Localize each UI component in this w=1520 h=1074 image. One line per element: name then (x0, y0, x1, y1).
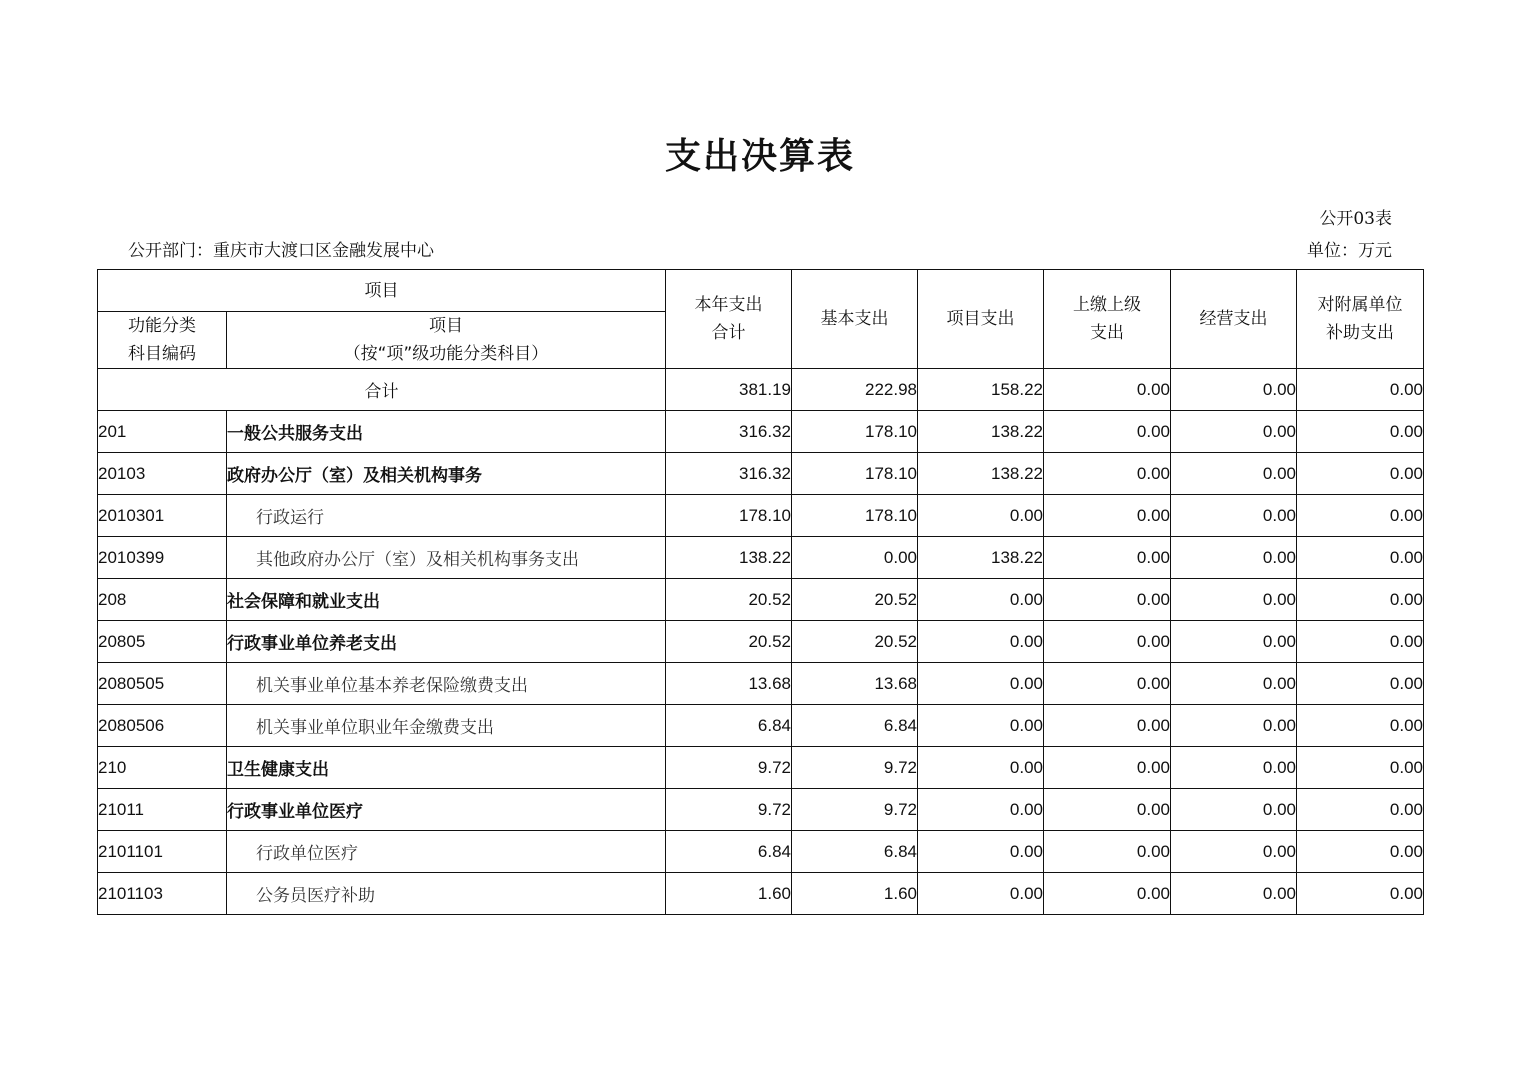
table-row (98, 411, 1424, 453)
header-business: 经营支出 (1171, 270, 1297, 369)
table-row (98, 747, 1424, 789)
total-cell: 222.98 (792, 369, 918, 411)
total-cell: 0.00 (1171, 369, 1297, 411)
amount-cell: 0.00 (1171, 537, 1297, 579)
amount-cell: 9.72 (792, 747, 918, 789)
subject-code-cell: 2101101 (98, 831, 227, 873)
subject-name-cell: 社会保障和就业支出 (227, 579, 666, 621)
header-subsidy-line2: 补助支出 (1326, 323, 1394, 343)
amount-cell: 178.10 (792, 495, 918, 537)
header-basic: 基本支出 (792, 270, 918, 369)
amount-cell: 0.00 (918, 579, 1044, 621)
amount-cell: 138.22 (666, 537, 792, 579)
amount-cell: 0.00 (1171, 411, 1297, 453)
amount-cell: 316.32 (666, 453, 792, 495)
header-code-line1: 功能分类 (128, 316, 196, 336)
amount-cell: 20.52 (666, 621, 792, 663)
amount-cell: 0.00 (1171, 579, 1297, 621)
table-row (98, 873, 1424, 915)
table-header (98, 270, 1424, 369)
amount-cell: 0.00 (918, 705, 1044, 747)
subject-name-cell: 机关事业单位基本养老保险缴费支出 (227, 663, 666, 705)
header-upper (1044, 270, 1171, 369)
amount-cell: 0.00 (1297, 705, 1424, 747)
amount-cell: 0.00 (918, 789, 1044, 831)
table-row (98, 831, 1424, 873)
amount-cell: 0.00 (1044, 537, 1171, 579)
total-label: 合计 (98, 369, 666, 411)
subject-code-cell: 210 (98, 747, 227, 789)
total-cell: 0.00 (1297, 369, 1424, 411)
subject-name-cell: 行政事业单位养老支出 (227, 621, 666, 663)
amount-cell: 178.10 (792, 411, 918, 453)
header-total-line2: 合计 (711, 323, 746, 343)
amount-cell: 0.00 (1171, 495, 1297, 537)
amount-cell: 0.00 (1044, 579, 1171, 621)
amount-cell: 0.00 (918, 495, 1044, 537)
amount-cell: 20.52 (666, 579, 792, 621)
amount-cell: 6.84 (666, 705, 792, 747)
header-project-group: 项目 (98, 270, 666, 312)
department-label: 公开部门：重庆市大渡口区金融发展中心 (128, 241, 434, 261)
amount-cell: 178.10 (666, 495, 792, 537)
amount-cell: 0.00 (1044, 873, 1171, 915)
amount-cell: 0.00 (1297, 831, 1424, 873)
amount-cell: 0.00 (1044, 495, 1171, 537)
amount-cell: 138.22 (918, 453, 1044, 495)
amount-cell: 13.68 (792, 663, 918, 705)
amount-cell: 316.32 (666, 411, 792, 453)
subject-code-cell: 2080505 (98, 663, 227, 705)
amount-cell: 0.00 (1171, 705, 1297, 747)
total-cell: 158.22 (918, 369, 1044, 411)
subject-code-cell: 20103 (98, 453, 227, 495)
amount-cell: 0.00 (1297, 495, 1424, 537)
amount-cell: 9.72 (792, 789, 918, 831)
amount-cell: 0.00 (1171, 789, 1297, 831)
header-project: 项目支出 (918, 270, 1044, 369)
amount-cell: 0.00 (918, 873, 1044, 915)
subject-name-cell: 行政单位医疗 (227, 831, 666, 873)
header-name-line1: 项目 (429, 316, 463, 336)
header-upper-line2: 支出 (1090, 323, 1124, 343)
amount-cell: 0.00 (792, 537, 918, 579)
amount-cell: 138.22 (918, 411, 1044, 453)
header-code-line2: 科目编码 (128, 344, 196, 364)
subject-name-cell: 政府办公厅（室）及相关机构事务 (227, 453, 666, 495)
table-row (98, 579, 1424, 621)
subject-code-cell: 2010399 (98, 537, 227, 579)
subject-name-cell: 公务员医疗补助 (227, 873, 666, 915)
subject-code-cell: 2010301 (98, 495, 227, 537)
subject-name-cell: 一般公共服务支出 (227, 411, 666, 453)
header-total (666, 270, 792, 369)
amount-cell: 9.72 (666, 747, 792, 789)
header-name-line2: （按“项”级功能分类科目） (343, 344, 549, 364)
header-subsidy-line1: 对附属单位 (1317, 295, 1403, 315)
table-row (98, 789, 1424, 831)
amount-cell: 0.00 (1044, 747, 1171, 789)
subject-name-cell: 机关事业单位职业年金缴费支出 (227, 705, 666, 747)
amount-cell: 0.00 (1297, 537, 1424, 579)
amount-cell: 0.00 (1044, 411, 1171, 453)
amount-cell: 0.00 (1297, 789, 1424, 831)
amount-cell: 20.52 (792, 579, 918, 621)
amount-cell: 0.00 (918, 831, 1044, 873)
table-row (98, 621, 1424, 663)
amount-cell: 0.00 (1297, 663, 1424, 705)
amount-cell: 0.00 (1044, 621, 1171, 663)
amount-cell: 0.00 (918, 747, 1044, 789)
amount-cell: 9.72 (666, 789, 792, 831)
amount-cell: 1.60 (666, 873, 792, 915)
amount-cell: 0.00 (1297, 621, 1424, 663)
subject-name-cell: 行政事业单位医疗 (227, 789, 666, 831)
amount-cell: 1.60 (792, 873, 918, 915)
total-row (98, 369, 1424, 411)
total-cell: 381.19 (666, 369, 792, 411)
subject-name-cell: 行政运行 (227, 495, 666, 537)
amount-cell: 0.00 (918, 621, 1044, 663)
amount-cell: 0.00 (1297, 411, 1424, 453)
table-row (98, 537, 1424, 579)
subject-code-cell: 208 (98, 579, 227, 621)
amount-cell: 0.00 (1044, 789, 1171, 831)
amount-cell: 6.84 (666, 831, 792, 873)
amount-cell: 178.10 (792, 453, 918, 495)
header-upper-line1: 上缴上级 (1073, 295, 1141, 315)
expenditure-table (97, 269, 1424, 915)
subject-code-cell: 2080506 (98, 705, 227, 747)
amount-cell: 0.00 (1044, 831, 1171, 873)
header-name (227, 312, 666, 369)
amount-cell: 0.00 (1171, 621, 1297, 663)
amount-cell: 0.00 (1171, 663, 1297, 705)
amount-cell: 20.52 (792, 621, 918, 663)
form-number: 公开03表 (1319, 209, 1392, 229)
amount-cell: 0.00 (1171, 747, 1297, 789)
amount-cell: 0.00 (1171, 873, 1297, 915)
amount-cell: 13.68 (666, 663, 792, 705)
amount-cell: 0.00 (1044, 705, 1171, 747)
subject-name-cell: 卫生健康支出 (227, 747, 666, 789)
amount-cell: 138.22 (918, 537, 1044, 579)
amount-cell: 0.00 (1297, 453, 1424, 495)
amount-cell: 0.00 (1044, 663, 1171, 705)
header-code (98, 312, 227, 369)
amount-cell: 0.00 (1171, 831, 1297, 873)
amount-cell: 0.00 (1171, 453, 1297, 495)
table-body (98, 369, 1424, 915)
subject-code-cell: 201 (98, 411, 227, 453)
header-subsidy (1297, 270, 1424, 369)
amount-cell: 6.84 (792, 705, 918, 747)
total-cell: 0.00 (1044, 369, 1171, 411)
amount-cell: 0.00 (1044, 453, 1171, 495)
table-row (98, 495, 1424, 537)
header-total-line1: 本年支出 (694, 295, 763, 315)
table-row (98, 453, 1424, 495)
amount-cell: 0.00 (1297, 873, 1424, 915)
table-row (98, 705, 1424, 747)
amount-cell: 0.00 (1297, 747, 1424, 789)
subject-code-cell: 21011 (98, 789, 227, 831)
amount-cell: 6.84 (792, 831, 918, 873)
table-row (98, 663, 1424, 705)
amount-cell: 0.00 (1297, 579, 1424, 621)
subject-code-cell: 2101103 (98, 873, 227, 915)
amount-cell: 0.00 (918, 663, 1044, 705)
subject-code-cell: 20805 (98, 621, 227, 663)
subject-name-cell: 其他政府办公厅（室）及相关机构事务支出 (227, 537, 666, 579)
unit-label: 单位：万元 (1307, 241, 1392, 261)
page-title: 支出决算表 (664, 136, 855, 177)
